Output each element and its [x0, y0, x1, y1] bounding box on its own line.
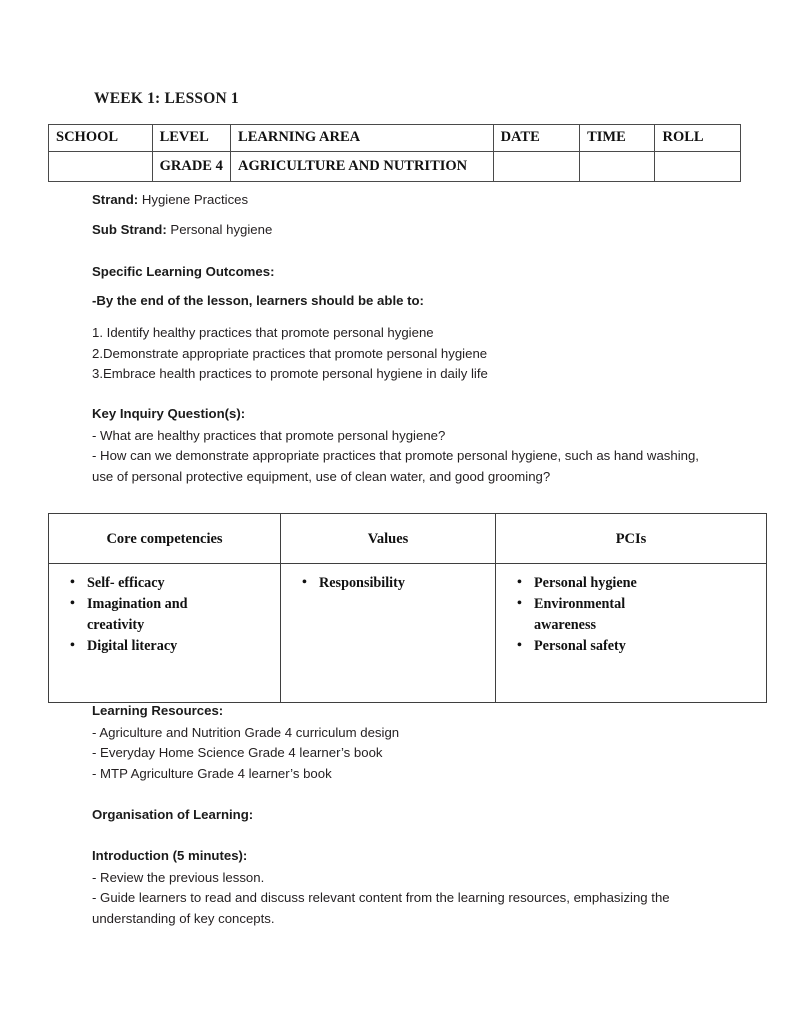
specific-learning-outcomes-heading [92, 262, 274, 283]
list-item: • Imagination and creativity [87, 594, 215, 636]
header-core-competencies: Core competencies [49, 514, 281, 564]
introduction-section [92, 846, 717, 929]
header-date: DATE [493, 125, 580, 152]
header-pcis: PCIs [496, 514, 767, 564]
value-time [580, 152, 655, 182]
strand-label: Strand: [92, 192, 139, 207]
table-row [49, 514, 767, 564]
page-title: WEEK 1: LESSON 1 [94, 90, 239, 107]
list-item: - Review the previous lesson. [92, 869, 265, 885]
slo-heading-text: Specific Learning Outcomes: [92, 264, 275, 279]
specific-learning-outcomes-list [92, 323, 488, 385]
introduction-heading: Introduction (5 minutes): [92, 848, 248, 863]
cell-values [281, 564, 496, 703]
list-item: • Personal hygiene [534, 573, 662, 594]
list-item: 3.Embrace health practices to promote personal hygiene in daily life [92, 366, 488, 381]
value-level: GRADE 4 [152, 152, 230, 182]
specific-learning-outcomes-intro [92, 291, 424, 312]
header-time: TIME [580, 125, 655, 152]
strand-line [92, 190, 248, 211]
header-learning-area: LEARNING AREA [231, 125, 494, 152]
competency-values-pci-table [48, 513, 767, 703]
table-row [49, 564, 767, 703]
list-item: - How can we demonstrate appropriate practices that promote personal hygiene, such as hand washing, use of personal protective equipment, use of clean water, and good grooming? [92, 448, 699, 484]
sub-strand-line [92, 220, 272, 241]
table-row [49, 152, 741, 182]
cell-pcis [496, 564, 767, 703]
list-item: - Guide learners to read and discuss relevant content from the learning resources, emphasizing the understanding of key concepts. [92, 890, 670, 926]
value-date [493, 152, 580, 182]
header-level: LEVEL [152, 125, 230, 152]
key-inquiry-section [92, 404, 712, 487]
organisation-heading-text: Organisation of Learning: [92, 807, 254, 822]
value-roll [655, 152, 741, 182]
list-item: • Personal safety [534, 636, 662, 657]
list-item: • Responsibility [319, 573, 491, 594]
key-inquiry-heading: Key Inquiry Question(s): [92, 406, 246, 421]
list-item: 2.Demonstrate appropriate practices that promote personal hygiene [92, 345, 488, 361]
lesson-info-table [48, 124, 741, 182]
list-item: 1. Identify healthy practices that promote personal hygiene [92, 325, 434, 340]
slo-intro-text: -By the end of the lesson, learners should be able to: [92, 293, 424, 308]
list-item: - Agriculture and Nutrition Grade 4 curriculum design [92, 724, 400, 740]
core-competencies-list [53, 573, 276, 657]
learning-resources-heading: Learning Resources: [92, 703, 224, 718]
pcis-list [500, 573, 762, 657]
value-school [49, 152, 153, 182]
strand-value: Hygiene Practices [138, 192, 249, 207]
list-item: • Environmental awareness [534, 594, 662, 636]
header-school: SCHOOL [49, 125, 153, 152]
list-item: - What are healthy practices that promote personal hygiene? [92, 427, 446, 443]
cell-core-competencies [49, 564, 281, 703]
table-row [49, 125, 741, 152]
list-item: • Self- efficacy [87, 573, 215, 594]
learning-resources-section [92, 701, 399, 784]
values-list [285, 573, 491, 594]
sub-strand-value: Personal hygiene [166, 222, 273, 237]
list-item: • Digital literacy [87, 636, 215, 657]
header-roll: ROLL [655, 125, 741, 152]
organisation-of-learning-heading [92, 805, 253, 826]
value-learning-area: AGRICULTURE AND NUTRITION [231, 152, 494, 182]
sub-strand-label: Sub Strand: [92, 222, 167, 237]
list-item: - Everyday Home Science Grade 4 learner’s book [92, 745, 383, 760]
list-item: - MTP Agriculture Grade 4 learner’s book [92, 765, 332, 781]
header-values: Values [281, 514, 496, 564]
